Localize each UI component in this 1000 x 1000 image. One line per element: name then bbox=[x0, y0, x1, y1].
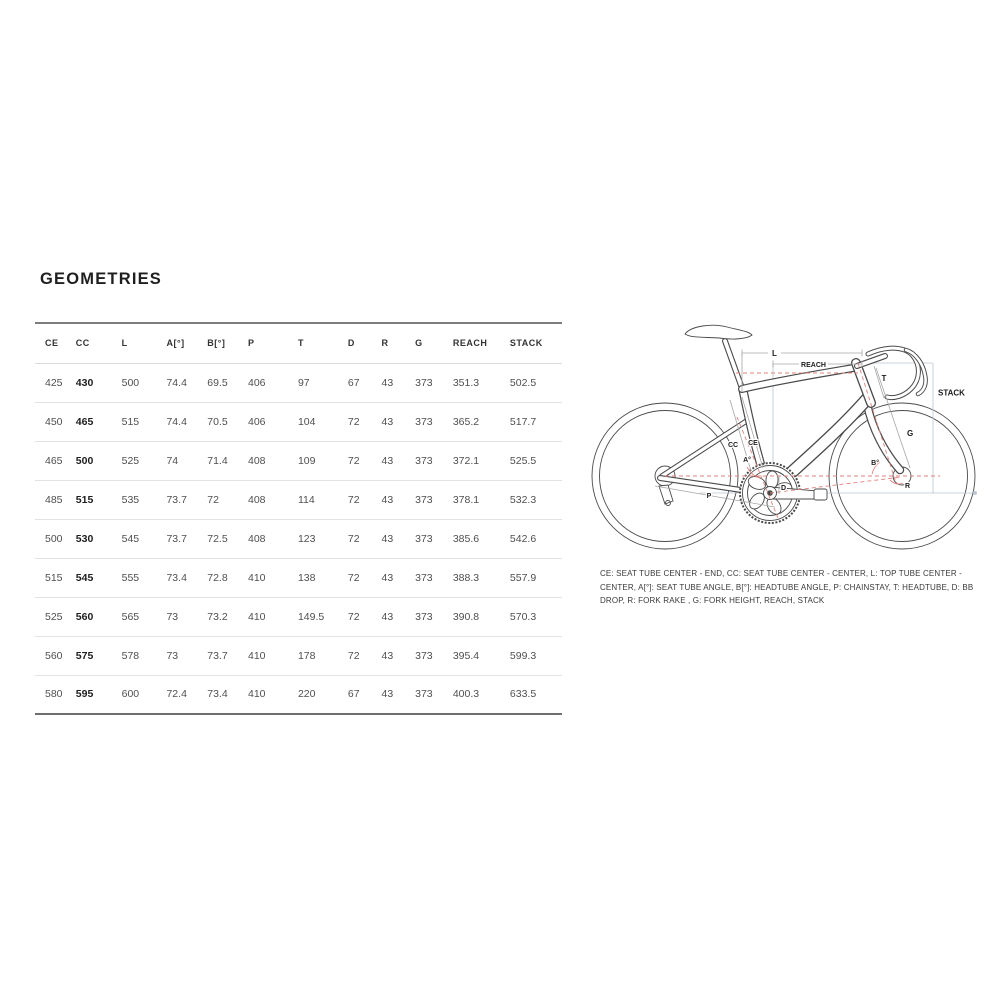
table-cell: 525 bbox=[122, 441, 167, 480]
table-cell: 408 bbox=[248, 480, 298, 519]
table-cell: 545 bbox=[76, 558, 122, 597]
column-header: L bbox=[122, 323, 167, 363]
label-g: G bbox=[907, 429, 914, 438]
table-cell: 123 bbox=[298, 519, 348, 558]
table-cell: 373 bbox=[415, 519, 453, 558]
table-cell: 72 bbox=[348, 597, 382, 636]
table-cell: 595 bbox=[75, 688, 94, 701]
header-row bbox=[35, 323, 562, 363]
table-cell: 599.3 bbox=[510, 636, 562, 675]
table-cell: 73.7 bbox=[166, 519, 207, 558]
table-cell: 410 bbox=[248, 636, 298, 675]
table-cell: 373 bbox=[415, 636, 453, 675]
label-a: A° bbox=[743, 457, 751, 464]
table-cell: 373 bbox=[415, 402, 453, 441]
table-cell: 43 bbox=[382, 441, 416, 480]
table-cell: 525 bbox=[35, 597, 76, 636]
table-cell: 365.2 bbox=[453, 402, 510, 441]
column-header: P bbox=[248, 323, 298, 363]
table-cell: 373 bbox=[415, 363, 453, 402]
table-cell: 408 bbox=[248, 441, 298, 480]
table-cell: 43 bbox=[382, 480, 416, 519]
table-cell: 373 bbox=[415, 441, 453, 480]
table-row bbox=[35, 480, 562, 519]
label-t: T bbox=[881, 374, 887, 383]
table-row bbox=[35, 402, 562, 441]
geometry-table bbox=[35, 322, 562, 715]
table-cell: 400.3 bbox=[452, 688, 480, 701]
table-cell: 178 bbox=[298, 636, 348, 675]
table-cell: 410 bbox=[248, 597, 298, 636]
table-cell: 410 bbox=[248, 688, 266, 701]
label-d: D bbox=[781, 485, 787, 492]
table-cell: 138 bbox=[298, 558, 348, 597]
table-cell: 515 bbox=[76, 480, 122, 519]
table-cell: 71.4 bbox=[207, 441, 248, 480]
column-header: CC bbox=[76, 323, 122, 363]
table-cell: 73 bbox=[166, 636, 207, 675]
table-cell: 373 bbox=[415, 688, 433, 701]
table-cell: 72 bbox=[348, 402, 382, 441]
column-header: STACK bbox=[510, 323, 562, 363]
table-cell: 72 bbox=[348, 480, 382, 519]
column-header: CE bbox=[35, 323, 76, 363]
table-cell: 72 bbox=[348, 558, 382, 597]
column-header: T bbox=[298, 323, 348, 363]
label-cc: CC bbox=[727, 442, 739, 449]
table-cell: 465 bbox=[76, 402, 122, 441]
table-cell: 97 bbox=[298, 363, 348, 402]
table-cell: 73.7 bbox=[207, 636, 248, 675]
table-row bbox=[35, 675, 562, 714]
table-cell: 385.6 bbox=[453, 519, 510, 558]
table-cell: 532.3 bbox=[510, 480, 562, 519]
table-cell: 70.5 bbox=[207, 402, 248, 441]
table-row bbox=[35, 519, 562, 558]
table-cell: 74.4 bbox=[166, 363, 207, 402]
table-cell: 351.3 bbox=[453, 363, 510, 402]
table-cell: 430 bbox=[76, 363, 122, 402]
table-cell: 633.5 bbox=[509, 688, 537, 701]
table-row bbox=[35, 558, 562, 597]
table-cell: 557.9 bbox=[510, 558, 562, 597]
table-cell: 515 bbox=[122, 402, 167, 441]
page-title: GEOMETRIES bbox=[40, 270, 163, 288]
table-cell: 560 bbox=[35, 636, 76, 675]
table-cell: 500 bbox=[35, 519, 76, 558]
table-cell: 485 bbox=[35, 480, 76, 519]
table-cell: 72.4 bbox=[166, 688, 187, 701]
table-cell: 580 bbox=[45, 688, 63, 701]
label-b: B° bbox=[871, 460, 879, 467]
table-cell: 388.3 bbox=[453, 558, 510, 597]
label-ce: CE bbox=[748, 440, 758, 447]
table-cell: 517.7 bbox=[510, 402, 562, 441]
table-cell: 378.1 bbox=[453, 480, 510, 519]
table-cell: 578 bbox=[122, 636, 167, 675]
crankset bbox=[740, 463, 827, 523]
table-cell: 43 bbox=[382, 636, 416, 675]
table-cell: 73 bbox=[166, 597, 207, 636]
table-cell: 73.7 bbox=[166, 480, 207, 519]
table-row bbox=[35, 636, 562, 675]
table-row bbox=[35, 363, 562, 402]
table-cell: 67 bbox=[347, 688, 360, 701]
table-cell: 575 bbox=[76, 636, 122, 675]
bike-line-drawing bbox=[590, 300, 995, 565]
table-cell: 67 bbox=[348, 363, 382, 402]
bike-geometry-diagram bbox=[590, 300, 995, 565]
table-cell: 72 bbox=[348, 441, 382, 480]
saddle bbox=[685, 325, 752, 339]
table-cell: 73.2 bbox=[207, 597, 248, 636]
table-cell: 220 bbox=[297, 688, 316, 701]
table-cell: 373 bbox=[415, 480, 453, 519]
table-cell: 406 bbox=[248, 363, 298, 402]
table-cell: 43 bbox=[382, 519, 416, 558]
table-cell: 406 bbox=[248, 402, 298, 441]
table-cell: 500 bbox=[122, 363, 167, 402]
table-cell: 72 bbox=[207, 480, 248, 519]
table-cell: 43 bbox=[382, 363, 416, 402]
table-cell: 530 bbox=[76, 519, 122, 558]
table-cell: 114 bbox=[298, 480, 348, 519]
table-cell: 450 bbox=[35, 402, 76, 441]
column-header: REACH bbox=[453, 323, 510, 363]
label-r: R bbox=[905, 483, 911, 490]
label-stack: STACK bbox=[938, 388, 965, 398]
table-cell: 565 bbox=[122, 597, 167, 636]
table-cell: 600 bbox=[121, 688, 140, 701]
table-cell: 43 bbox=[382, 558, 416, 597]
table-cell: 390.8 bbox=[453, 597, 510, 636]
table-cell: 502.5 bbox=[510, 363, 562, 402]
table-cell: 72 bbox=[348, 636, 382, 675]
table-cell: 373 bbox=[415, 597, 453, 636]
table-cell: 372.1 bbox=[453, 441, 510, 480]
table-cell: 109 bbox=[298, 441, 348, 480]
geometry-table-section bbox=[35, 322, 562, 715]
table-cell: 500 bbox=[76, 441, 122, 480]
table-cell: 395.4 bbox=[453, 636, 510, 675]
table-cell: 69.5 bbox=[207, 363, 248, 402]
column-header: D bbox=[348, 323, 382, 363]
column-header: G bbox=[415, 323, 453, 363]
table-cell: 542.6 bbox=[510, 519, 562, 558]
table-cell: 43 bbox=[382, 597, 416, 636]
table-cell: 465 bbox=[35, 441, 76, 480]
table-cell: 535 bbox=[122, 480, 167, 519]
table-cell: 525.5 bbox=[510, 441, 562, 480]
table-cell: 373 bbox=[415, 558, 453, 597]
table-cell: 425 bbox=[35, 363, 76, 402]
table-cell: 72.5 bbox=[207, 519, 248, 558]
column-header: R bbox=[382, 323, 416, 363]
table-cell: 149.5 bbox=[298, 597, 348, 636]
label-reach: REACH bbox=[801, 361, 826, 369]
table-row bbox=[35, 597, 562, 636]
table-cell: 73.4 bbox=[166, 558, 207, 597]
crank-arm bbox=[770, 487, 818, 499]
column-header: B[°] bbox=[207, 323, 248, 363]
table-cell: 560 bbox=[76, 597, 122, 636]
table-cell: 73.4 bbox=[207, 688, 228, 701]
table-cell: 43 bbox=[382, 402, 416, 441]
table-cell: 104 bbox=[298, 402, 348, 441]
label-p: P bbox=[706, 493, 712, 500]
table-row bbox=[35, 441, 562, 480]
table-cell: 515 bbox=[35, 558, 76, 597]
table-cell: 74.4 bbox=[166, 402, 207, 441]
column-header: A[°] bbox=[166, 323, 207, 363]
table-cell: 408 bbox=[248, 519, 298, 558]
table-cell: 43 bbox=[381, 688, 394, 701]
diagram-caption: CE: SEAT TUBE CENTER - END, CC: SEAT TUBE CENTER - CENTER, L: TOP TUBE CENTER - CENTER, A[°]: SEAT TUBE ANGLE, B[°]: HEADTUBE ANGLE, P: CHAINSTAY, T: HEADTUBE, D: BB DROP, R: FORK RAKE , G: FORK HEIGHT, REACH, STACK bbox=[600, 569, 974, 606]
table-cell: 555 bbox=[122, 558, 167, 597]
table-cell: 410 bbox=[248, 558, 298, 597]
label-l: L bbox=[772, 349, 777, 358]
table-cell: 72.8 bbox=[207, 558, 248, 597]
table-cell: 74 bbox=[166, 441, 207, 480]
table-cell: 72 bbox=[348, 519, 382, 558]
table-cell: 545 bbox=[122, 519, 167, 558]
table-cell: 570.3 bbox=[510, 597, 562, 636]
